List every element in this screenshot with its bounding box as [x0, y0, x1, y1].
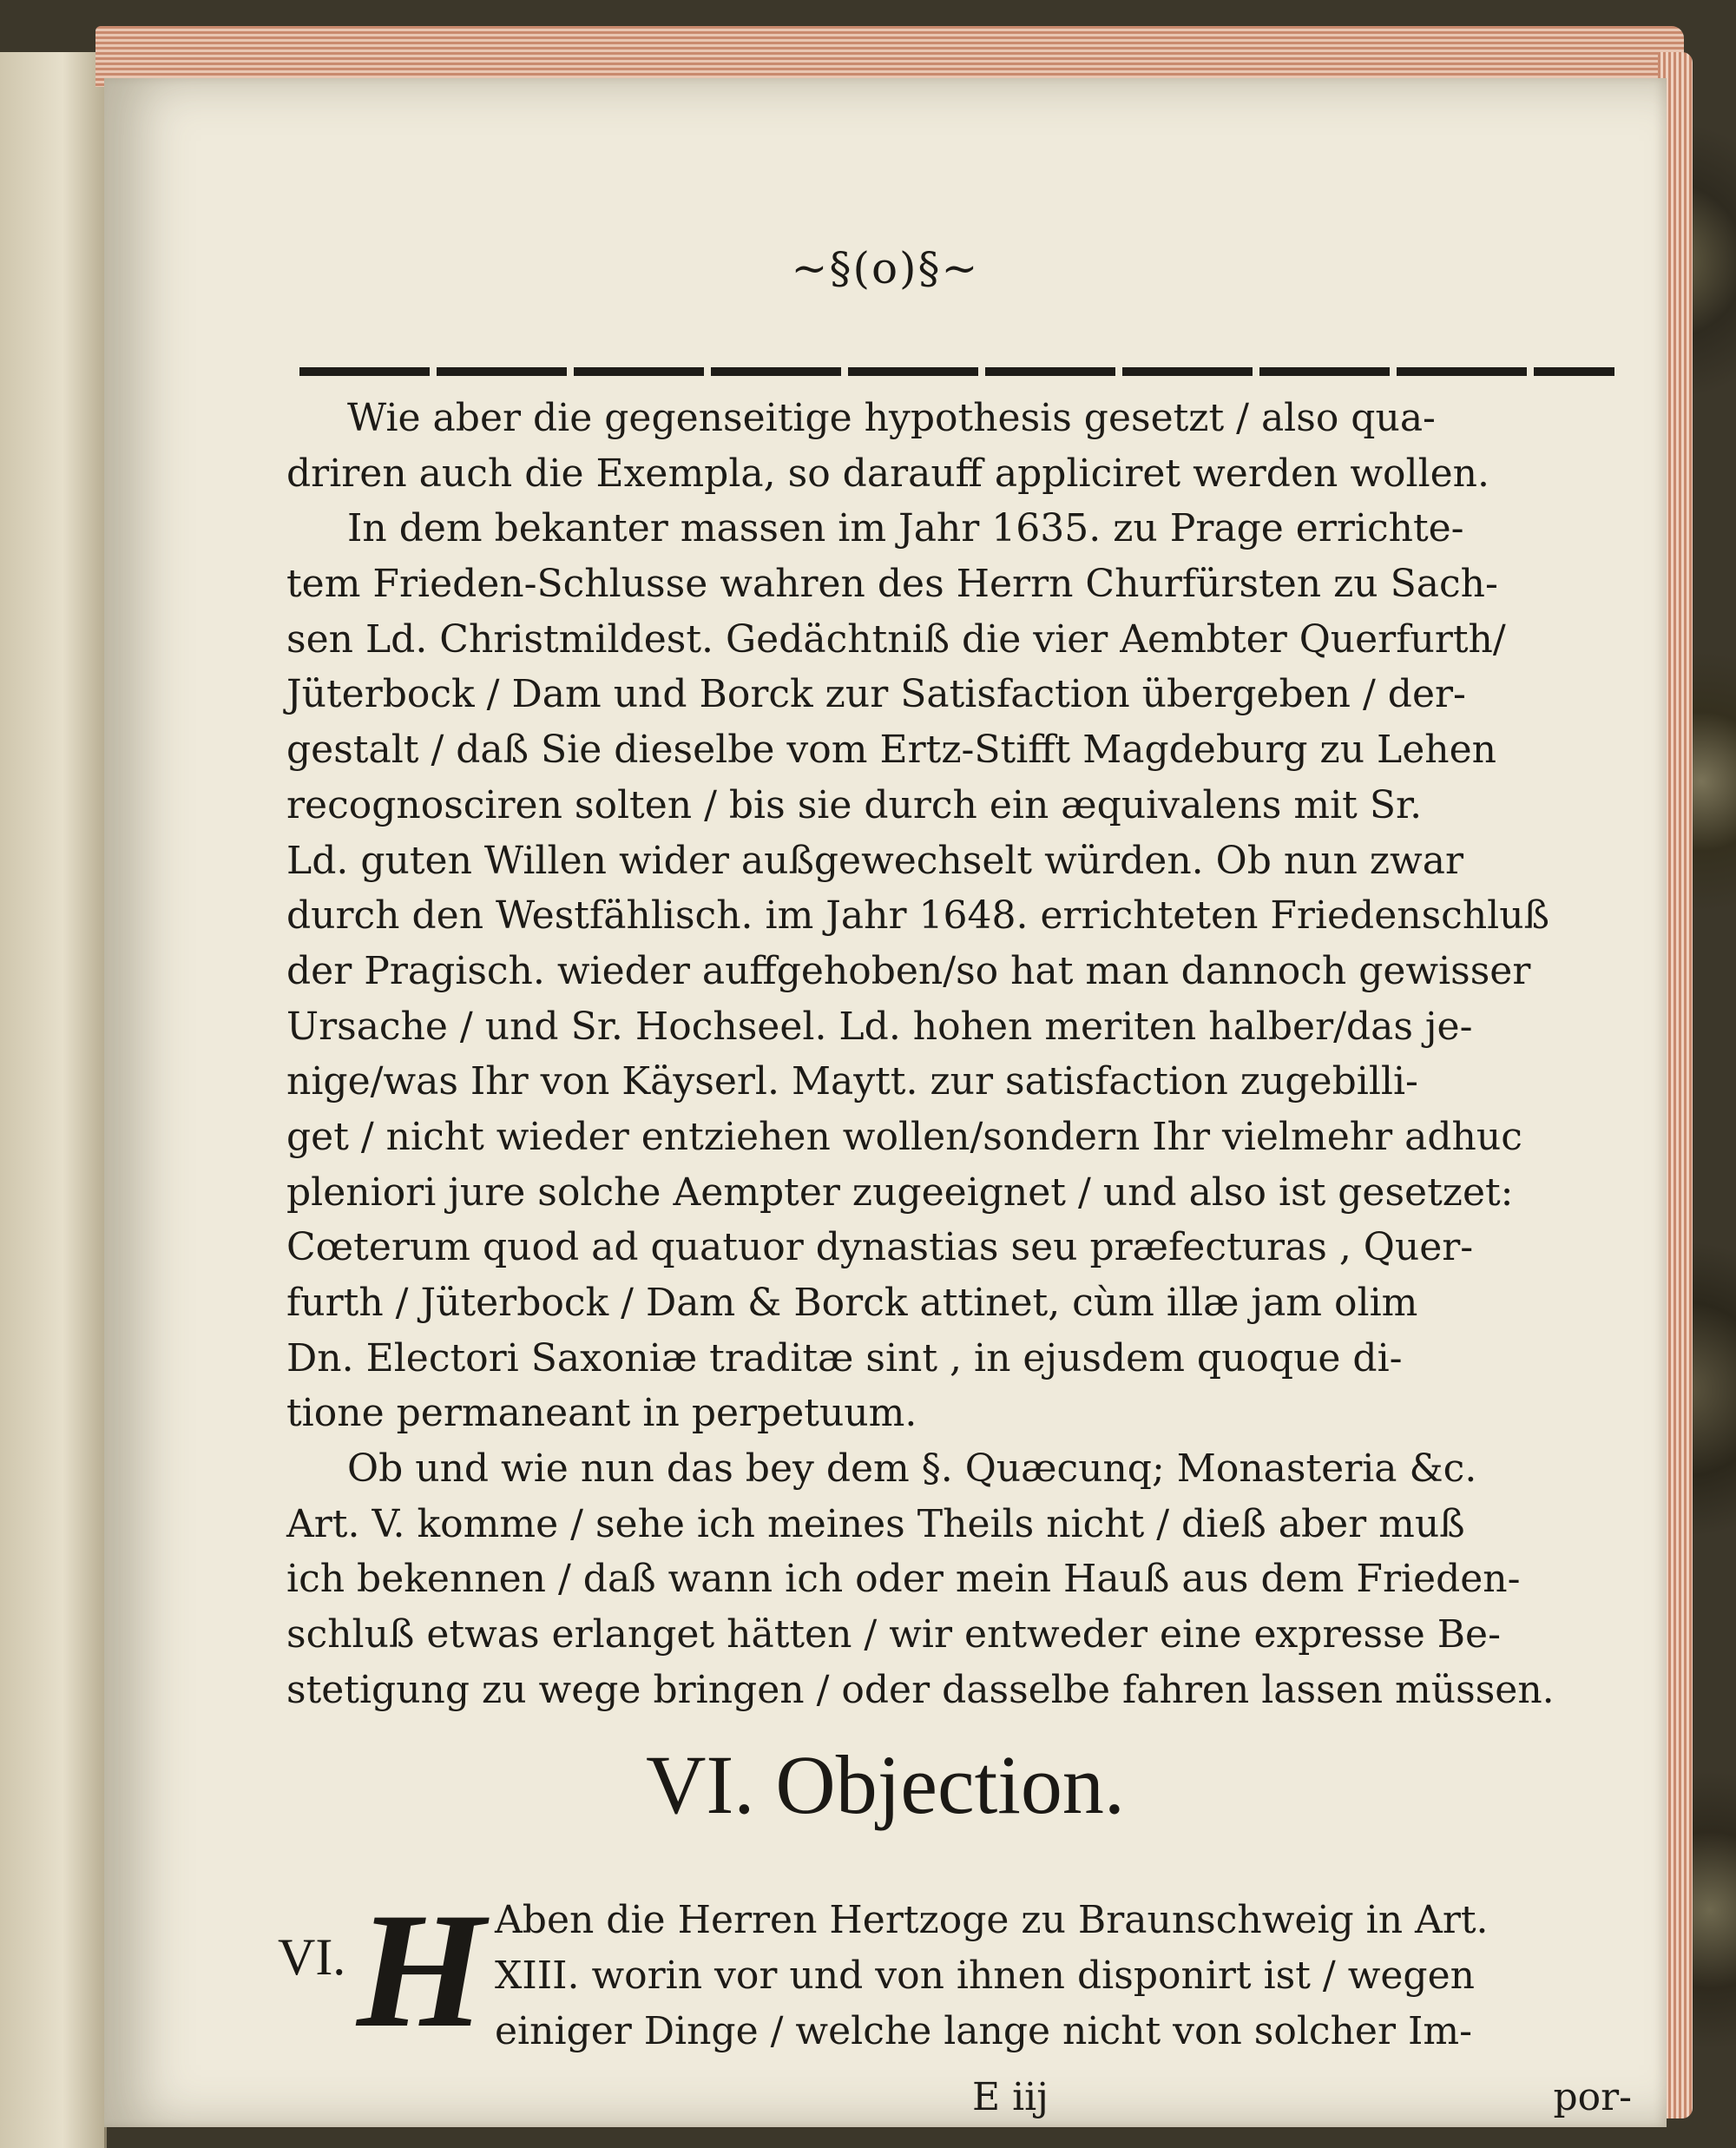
book-page: [104, 78, 1667, 2127]
section-lines: [495, 1893, 1632, 2059]
text-line: schluß etwas erlanget hätten / wir entweder eine expresse Be-: [286, 1612, 1501, 1657]
text-line: Cœterum quod ad quatuor dynastias seu præfecturas , Quer-: [286, 1225, 1474, 1270]
text-line: nige/was Ihr von Käyserl. Maytt. zur satisfaction zugebilli-: [286, 1059, 1418, 1104]
page-header-mark: ~§(o)§~: [791, 243, 980, 293]
text-line: durch den Westfählisch. im Jahr 1648. errichteten Friedenschluß: [286, 893, 1549, 939]
text-line: Ob und wie nun das bey dem §. Quæcunq; Monasteria &c.: [347, 1446, 1477, 1492]
text-line: In dem bekanter massen im Jahr 1635. zu Prage errichte-: [347, 506, 1464, 551]
text-line: get / nicht wieder entziehen wollen/sondern Ihr vielmehr adhuc: [286, 1114, 1522, 1159]
text-line: tem Frieden-Schlusse wahren des Herrn Churfürsten zu Sach-: [286, 562, 1498, 607]
text-line: gestalt / daß Sie dieselbe vom Ertz-Stifft Magdeburg zu Lehen: [286, 728, 1497, 773]
text-line: pleniori jure solche Aempter zugeeignet / und also ist gesetzet:: [286, 1170, 1514, 1215]
decorated-initial: H: [357, 1880, 485, 2062]
header-rule: [299, 367, 1614, 376]
text-line: ich bekennen / daß wann ich oder mein Hauß aus dem Frieden-: [286, 1557, 1521, 1602]
section-text-line: einiger Dinge / welche lange nicht von solcher Im-: [495, 2009, 1472, 2053]
signature-mark: E iij: [972, 2075, 1049, 2119]
section-heading: VI. Objection.: [646, 1738, 1125, 1831]
section-text-line: XIII. worin vor und von ihnen disponirt ist / wegen: [495, 1954, 1475, 1998]
text-line: Wie aber die gegenseitige hypothesis gesetzt / also qua-: [347, 396, 1436, 440]
page-footer: [278, 2075, 1632, 2127]
text-line: Ursache / und Sr. Hochseel. Ld. hohen meriten halber/das je-: [286, 1004, 1473, 1049]
text-line: der Pragisch. wieder auffgehoben/so hat man dannoch gewisser: [286, 948, 1531, 993]
text-line: stetigung zu wege bringen / oder dasselbe fahren lassen müssen.: [286, 1667, 1555, 1712]
catchword: por-: [1553, 2075, 1632, 2119]
text-line: recognosciren solten / bis sie durch ein æquivalens mit Sr.: [286, 782, 1423, 827]
text-line: Jüterbock / Dam und Borck zur Satisfaction übergeben / der-: [286, 672, 1466, 717]
section-text-line: Aben die Herren Hertzoge zu Braunschweig in Art.: [495, 1898, 1489, 1942]
section-marker: VI.: [278, 1928, 346, 1986]
text-line: furth / Jüterbock / Dam & Borck attinet, cùm illæ jam olim: [286, 1281, 1418, 1325]
text-line: driren auch die Exempla, so darauff appliciret werden wollen.: [286, 451, 1489, 496]
text-line: Dn. Electori Saxoniæ traditæ sint , in ejusdem quoque di-: [286, 1335, 1403, 1380]
text-line: Ld. guten Willen wider außgewechselt würden. Ob nun zwar: [286, 838, 1463, 883]
text-line: sen Ld. Christmildest. Gedächtniß die vier Aembter Querfurth/: [286, 616, 1506, 662]
body-text: [286, 391, 1623, 1718]
text-line: Art. V. komme / sehe ich meines Theils nicht / dieß aber muß: [286, 1501, 1465, 1546]
text-line: tione permaneant in perpetuum.: [286, 1391, 917, 1436]
facing-page-edge: [0, 52, 107, 2148]
